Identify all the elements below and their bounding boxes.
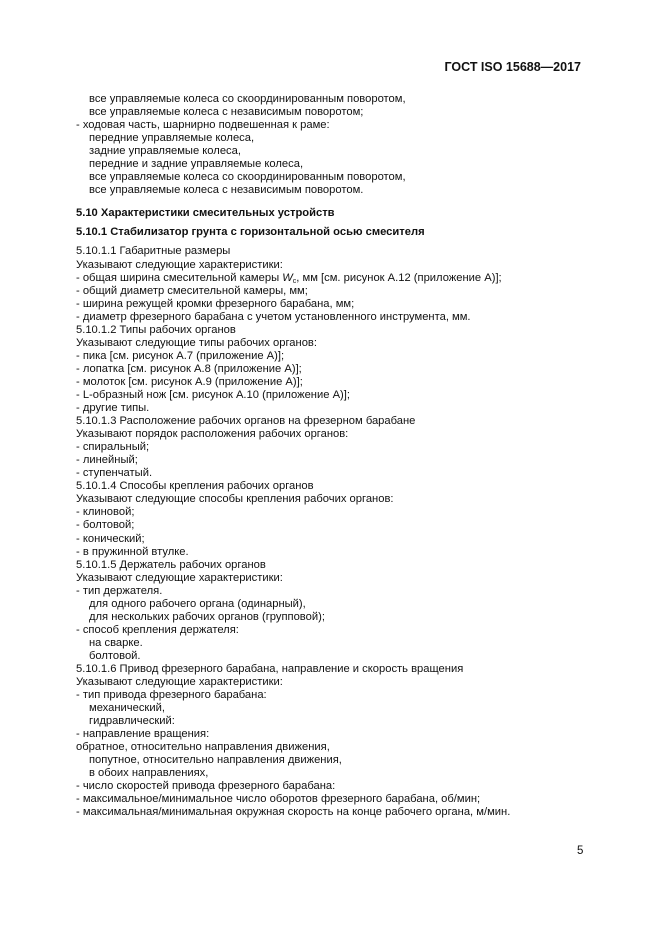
text-line: в обоих направлениях, <box>89 767 209 780</box>
list-item: - тип привода фрезерного барабана: <box>76 689 267 702</box>
list-item: - тип держателя. <box>76 584 163 597</box>
intro-text: Указывают порядок расположения рабочих органов: <box>76 428 349 441</box>
text-line: задние управляемые колеса, <box>89 145 241 158</box>
page-number: 5 <box>577 845 584 857</box>
list-item: - общий диаметр смесительной камеры, мм; <box>76 284 308 297</box>
intro-text: Указывают следующие типы рабочих органов: <box>76 336 317 349</box>
list-item: - диаметр фрезерного барабана с учетом установленного инструмента, мм. <box>76 310 471 323</box>
subsection-title: 5.10.1.3 Расположение рабочих органов на фрезерном барабане <box>76 415 416 428</box>
list-item: - максимальное/минимальное число оборотов фрезерного барабана, об/мин; <box>76 793 481 806</box>
list-item: - пика [см. рисунок А.7 (приложение А)]; <box>76 349 285 362</box>
text-line: все управляемые колеса с независимым поворотом; <box>89 106 364 119</box>
list-item: - направление вращения: <box>76 728 210 741</box>
text-line: обратное, относительно направления движения, <box>76 741 330 754</box>
intro-text: Указывают следующие характеристики: <box>76 258 283 271</box>
text-line: болтовой. <box>89 649 141 662</box>
text-line: передние управляемые колеса, <box>89 132 255 145</box>
document-header: ГОСТ ISO 15688—2017 <box>444 60 581 74</box>
subsection-title: 5.10.1.2 Типы рабочих органов <box>76 323 236 336</box>
section-heading-5-10-1: 5.10.1 Стабилизатор грунта с горизонтальной осью смесителя <box>76 226 425 239</box>
list-item: - молоток [см. рисунок А.9 (приложение А)]; <box>76 375 303 388</box>
list-item: - число скоростей привода фрезерного барабана: <box>76 780 336 793</box>
intro-text: Указывают следующие характеристики: <box>76 571 283 584</box>
list-item: - спиральный; <box>76 441 150 454</box>
list-item: - линейный; <box>76 454 138 467</box>
subsection-title: 5.10.1.5 Держатель рабочих органов <box>76 558 266 571</box>
intro-text: Указывают следующие характеристики: <box>76 676 283 689</box>
list-item: - максимальная/минимальная окружная скорость на конце рабочего органа, м/мин. <box>76 806 511 819</box>
page-content <box>76 93 596 820</box>
list-item: - лопатка [см. рисунок А.8 (приложение А)]; <box>76 362 302 375</box>
subsection-title: 5.10.1.1 Габаритные размеры <box>76 245 231 258</box>
text-line: передние и задние управляемые колеса, <box>89 158 304 171</box>
text-line: попутное, относительно направления движения, <box>89 754 342 767</box>
list-item: - общая ширина смесительной камеры $W_c$, мм [см. рисунок А.12 (приложение А)]; <box>76 271 502 285</box>
text-line: гидравлический: <box>89 715 175 728</box>
list-item: - болтовой; <box>76 519 135 532</box>
list-item: - в пружинной втулке. <box>76 545 189 558</box>
list-item: - ступенчатый. <box>76 467 153 480</box>
text-line: все управляемые колеса со скоординированным поворотом, <box>89 93 406 105</box>
text-line: механический, <box>89 702 165 715</box>
list-item: - L-образный нож [см. рисунок А.10 (приложение А)]; <box>76 388 350 401</box>
text-line: все управляемые колеса с независимым поворотом. <box>89 184 364 197</box>
list-item: - способ крепления держателя: <box>76 623 239 636</box>
section-heading-5-10: 5.10 Характеристики смесительных устройств <box>76 207 335 220</box>
text-line: для одного рабочего органа (одинарный), <box>89 597 306 610</box>
text-line: все управляемые колеса со скоординированным поворотом, <box>89 171 406 184</box>
intro-text: Указывают следующие способы крепления рабочих органов: <box>76 493 394 506</box>
subsection-title: 5.10.1.6 Привод фрезерного барабана, направление и скорость вращения <box>76 662 464 675</box>
list-item: - ширина режущей кромки фрезерного барабана, мм; <box>76 297 355 310</box>
list-item: - клиновой; <box>76 506 135 519</box>
list-item: - конический; <box>76 532 145 545</box>
list-item: - ходовая часть, шарнирно подвешенная к раме: <box>76 119 330 132</box>
text-line: на сварке. <box>89 636 143 649</box>
subsection-title: 5.10.1.4 Способы крепления рабочих органов <box>76 480 314 493</box>
text-line: для нескольких рабочих органов (групповой); <box>89 610 325 623</box>
list-item: - другие типы. <box>76 402 150 415</box>
